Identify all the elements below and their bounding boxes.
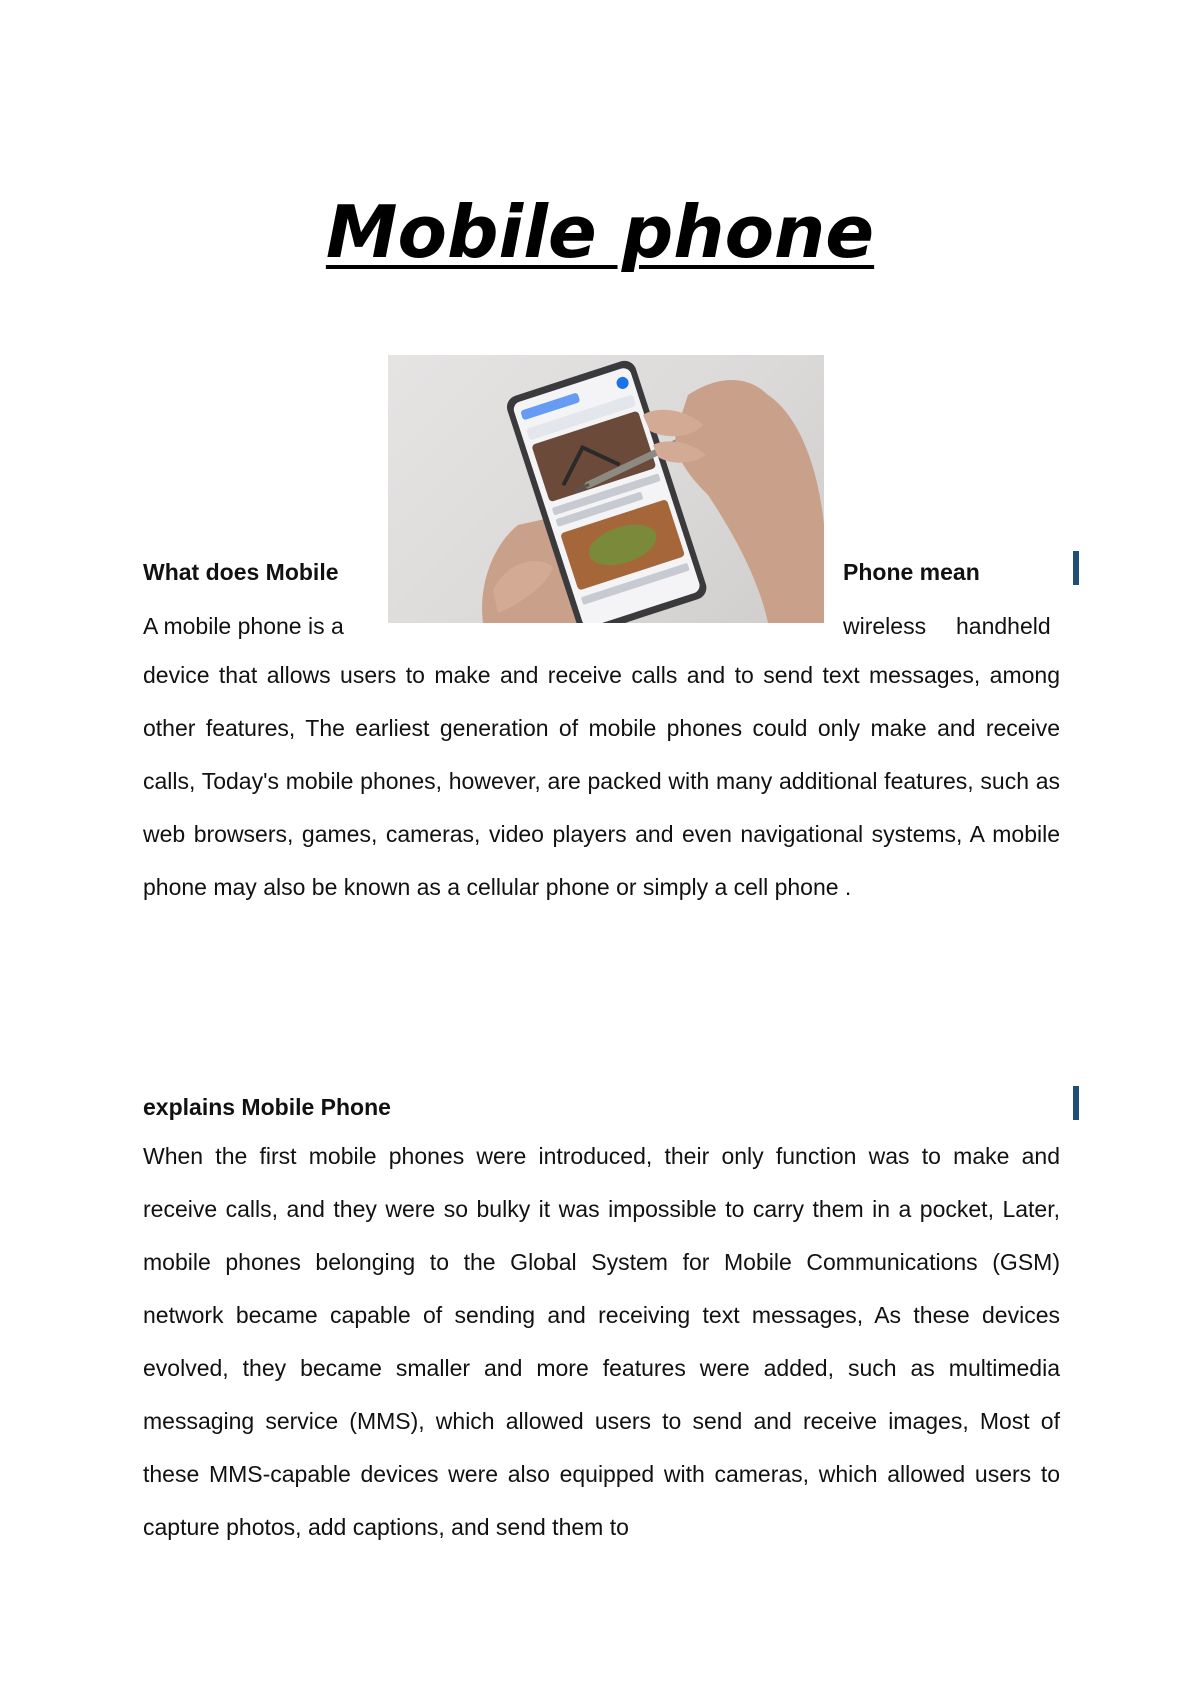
section1-heading-right: Phone mean: [843, 559, 980, 585]
document-title: Mobile phone: [325, 190, 875, 274]
section1-line1-right-b: handheld: [956, 613, 1051, 639]
section1-body: device that allows users to make and receive calls and to send text messages, among other features, The earliest generation of mobile phones could only make and receive calls, Today's mobile phones, however, are packed with many additional features, such as web browsers, games, cameras, video players and even navigational systems, A mobile phone may also be known as a cellular phone or simply a cell phone .: [143, 662, 1060, 900]
phone-illustration: [388, 355, 824, 623]
section2-marker: [1073, 1086, 1079, 1120]
section1-heading-left: What does Mobile: [143, 559, 339, 585]
phone-with-stylus-photo: [388, 355, 824, 623]
section1-line1-left: A mobile phone is a: [143, 613, 344, 639]
section2-body: When the first mobile phones were introduced, their only function was to make and receive calls, and they were so bulky it was impossible to carry them in a pocket, Later, mobile phones belonging to the Global System for Mobile Communications (GSM) network became capable of sending and receiving text messages, As these devices evolved, they became smaller and more features were added, such as multimedia messaging service (MMS), which allowed users to send and receive images, Most of these MMS-capable devices were also equipped with cameras, which allowed users to capture photos, add captions, and send them to: [143, 1143, 1060, 1540]
section1-marker: [1073, 551, 1079, 585]
section1-line1-right-a: wireless: [843, 613, 927, 639]
section2-heading: explains Mobile Phone: [143, 1094, 391, 1120]
